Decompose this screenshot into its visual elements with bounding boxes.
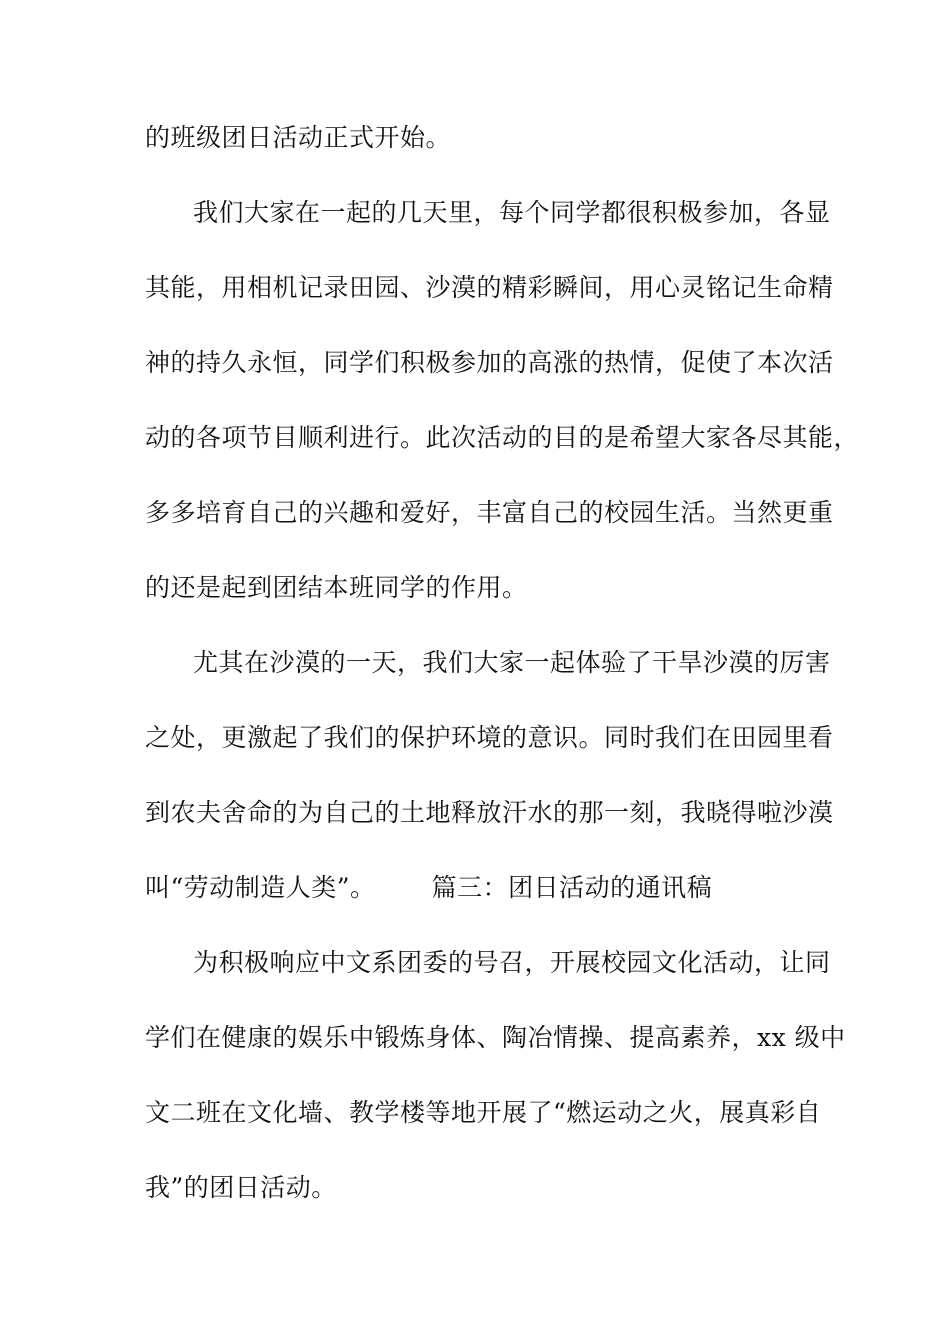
text-line: 文二班在文化墙、教学楼等地开展了“燃运动之火，展真彩自 [145, 1098, 822, 1127]
body-text [145, 123, 860, 1250]
text-line: 尤其在沙漠的一天，我们大家一起体验了干旱沙漠的厉害 [193, 648, 831, 677]
text-line: 神的持久永恒，同学们积极参加的高涨的热情，促使了本次活 [145, 348, 834, 377]
text-line: 动的各项节目顺利进行。此次活动的目的是希望大家各尽其能， [145, 423, 860, 452]
text-line: 叫“劳动制造人类”。 [145, 873, 376, 902]
text-line: 我”的团日活动。 [145, 1173, 337, 1202]
text-line: 多多培育自己的兴趣和爱好，丰富自己的校园生活。当然更重 [145, 498, 834, 527]
text-line-with-heading [145, 875, 815, 900]
text-line: 之处，更激起了我们的保护环境的意识。同时我们在田园里看 [145, 723, 834, 752]
text-line: 的班级团日活动正式开始。 [145, 123, 452, 152]
text-line: 为积极响应中文系团委的号召，开展校园文化活动，让同 [193, 948, 831, 977]
text-line: 我们大家在一起的几天里，每个同学都很积极参加，各显 [193, 198, 831, 227]
text-line: 学们在健康的娱乐中锻炼身体、陶冶情操、提高素养，xx 级中 [145, 1023, 846, 1052]
text-line: 的还是起到团结本班同学的作用。 [145, 573, 528, 602]
text-line: 其能，用相机记录田园、沙漠的精彩瞬间，用心灵铭记生命精 [145, 273, 834, 302]
section-heading: 篇三：团日活动的通讯稿 [431, 873, 713, 902]
text-line: 到农夫舍命的为自己的土地释放汗水的那一刻，我晓得啦沙漠 [145, 798, 834, 827]
